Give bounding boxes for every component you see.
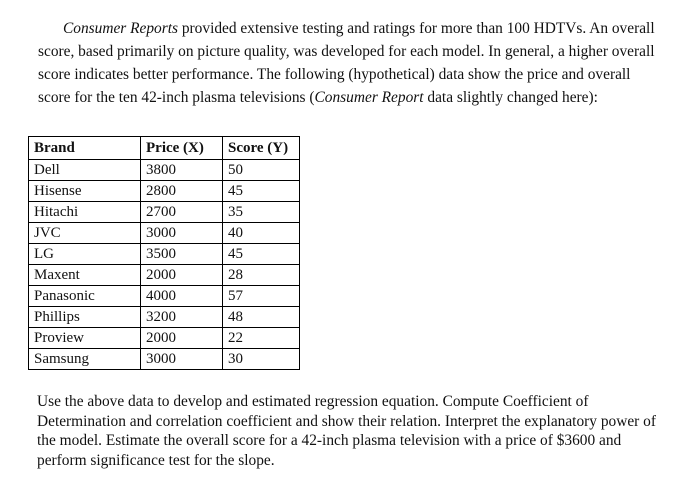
table-row [29,160,300,181]
score-cell: 30 [223,349,300,370]
price-cell: 2700 [141,202,223,223]
source-name-2: Consumer Report [314,89,424,106]
score-cell: 40 [223,223,300,244]
score-cell: 57 [223,286,300,307]
price-cell: 3200 [141,307,223,328]
brand-cell: Hitachi [29,202,141,223]
data-table [28,136,300,370]
brand-cell: Panasonic [29,286,141,307]
intro-paragraph [38,17,658,109]
table-row [29,265,300,286]
price-cell: 3500 [141,244,223,265]
brand-cell: JVC [29,223,141,244]
score-cell: 45 [223,181,300,202]
intro-text-2: data slightly changed here): [423,89,598,106]
price-cell: 2000 [141,328,223,349]
score-cell: 28 [223,265,300,286]
price-cell: 4000 [141,286,223,307]
price-cell: 3000 [141,223,223,244]
score-cell: 48 [223,307,300,328]
brand-cell: Maxent [29,265,141,286]
table-row [29,181,300,202]
score-cell: 45 [223,244,300,265]
brand-cell: Phillips [29,307,141,328]
brand-cell: Proview [29,328,141,349]
table-row [29,307,300,328]
score-cell: 50 [223,160,300,181]
table-row [29,349,300,370]
source-name: Consumer Reports [63,20,179,37]
price-cell: 2800 [141,181,223,202]
table-row [29,202,300,223]
header-price: Price (X) [141,137,223,160]
price-cell: 2000 [141,265,223,286]
table-row [29,286,300,307]
score-cell: 22 [223,328,300,349]
brand-cell: Hisense [29,181,141,202]
brand-cell: Samsung [29,349,141,370]
intro-text-1: provided extensive testing and ratings for more than 100 HDTVs. An overall score, based primarily on picture quality, was developed for each model. In general, a higher overall score indicates better performance. The following (hypothetical) data show the price and overall score for the ten 42-inch plasma televisions ( [38,20,655,106]
brand-cell: Dell [29,160,141,181]
table-row [29,244,300,265]
table-row [29,223,300,244]
header-score: Score (Y) [223,137,300,160]
header-brand: Brand [29,137,141,160]
score-cell: 35 [223,202,300,223]
price-cell: 3000 [141,349,223,370]
table-row [29,328,300,349]
price-cell: 3800 [141,160,223,181]
question-paragraph: Use the above data to develop and estimated regression equation. Compute Coefficient of Determination and correlation coefficient and show their relation. Interpret the explanatory power of the model. Estimate the overall score for a 42-inch plasma television with a price of $3600 and perform significance test for the slope. [37,393,656,469]
brand-cell: LG [29,244,141,265]
header-row [29,137,300,160]
